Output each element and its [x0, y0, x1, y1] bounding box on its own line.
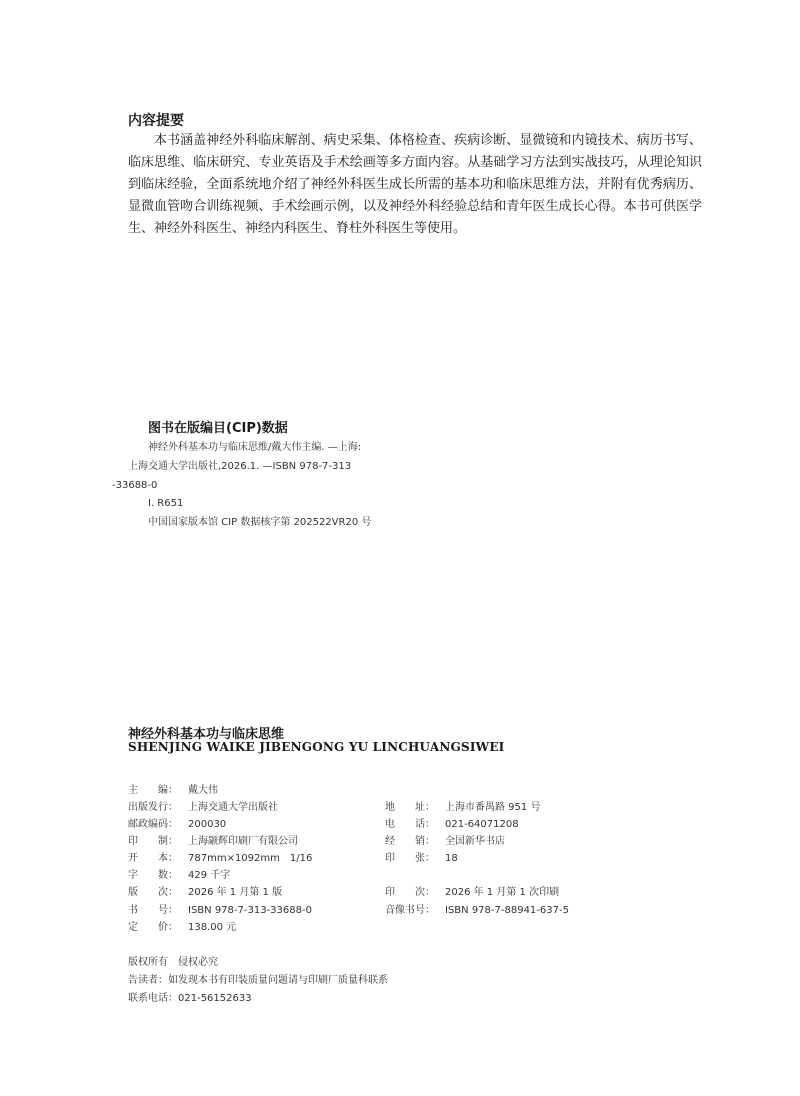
- summary-body: 本书涵盖神经外科临床解剖、病史采集、体格检查、疾病诊断、显微镜和内镜技术、病历书写、临床思维、临床研究、专业英语及手术绘画等多方面内容。从基础学习方法到实战技巧，从理论知识到临床经验，全面系统地介绍了神经外科医生成长所需的基本功和临床思维方法，并附有优秀病历、显微血管吻合训练视频、手术绘画示例，以及神经外科经验总结和青年医生成长心得。本书可供医学生、神经外科医生、神经内科医生、脊柱外科医生等使用。: [128, 133, 702, 236]
- info-editor: [128, 784, 218, 797]
- info-publisher-label: 出版发行：: [128, 802, 178, 813]
- footer-notice: 告读者：如发现本书有印装质量问题请与印刷厂质量科联系: [128, 975, 388, 986]
- footer-rights: 版权所有 侵权必究: [128, 957, 218, 968]
- info-distributor-value: 全国新华书店: [445, 836, 505, 847]
- info-editor-value: 戴大伟: [188, 785, 218, 796]
- info-printer-value: 上海颛辉印刷厂有限公司: [188, 836, 298, 847]
- info-publisher: [128, 801, 278, 814]
- info-av-isbn-label: 音像书号：: [385, 905, 435, 916]
- info-publisher-value: 上海交通大学出版社: [188, 802, 278, 813]
- info-words-value: 429 千字: [188, 870, 231, 881]
- info-printer: [128, 835, 298, 848]
- info-phone-value: 021-64071208: [445, 819, 519, 830]
- book-title: 神经外科基本功与临床思维: [128, 727, 285, 742]
- info-phone-label: 电 话：: [385, 819, 435, 830]
- info-address-label: 地 址：: [385, 802, 435, 813]
- info-format-value: 787mm×1092mm 1/16: [188, 853, 313, 864]
- info-edition-label: 版 次：: [128, 887, 178, 898]
- book-pinyin: SHENJING WAIKE JIBENGONG YU LINCHUANGSIWEI: [128, 740, 505, 754]
- footer-contact: 联系电话：021-56152633: [128, 993, 252, 1004]
- info-printing-value: 2026 年 1 月第 1 次印刷: [445, 887, 560, 898]
- info-printing-label: 印 次：: [385, 887, 435, 898]
- info-words-label: 字 数：: [128, 870, 178, 881]
- info-sheets-label: 印 张：: [385, 853, 435, 864]
- info-av-isbn: [385, 904, 569, 917]
- info-address-value: 上海市番禺路 951 号: [445, 802, 541, 813]
- info-edition: [128, 886, 282, 899]
- info-printer-label: 印 制：: [128, 836, 178, 847]
- info-phone: [385, 818, 519, 831]
- cip-title: 图书在版编目(CIP)数据: [148, 421, 288, 436]
- info-postcode-value: 200030: [188, 819, 227, 830]
- info-sheets: [385, 852, 458, 865]
- info-price-value: 138.00 元: [188, 922, 237, 933]
- info-words: [128, 869, 230, 882]
- info-format-label: 开 本：: [128, 853, 178, 864]
- info-price: [128, 921, 236, 934]
- info-editor-label: 主 编：: [128, 785, 178, 796]
- info-price-label: 定 价：: [128, 922, 178, 933]
- info-address: [385, 801, 540, 814]
- info-distributor-label: 经 销：: [385, 836, 435, 847]
- cip-line-3: -33688-0: [112, 480, 158, 491]
- info-postcode-label: 邮政编码：: [128, 819, 178, 830]
- summary-title: 内容提要: [128, 113, 184, 129]
- info-av-isbn-value: ISBN 978-7-88941-637-5: [445, 905, 569, 916]
- cip-line-5: 中国国家版本馆 CIP 数据核字第 202522VR20 号: [148, 517, 372, 528]
- cip-line-2: 上海交通大学出版社,2026.1. —ISBN 978-7-313: [128, 461, 352, 472]
- info-sheets-value: 18: [445, 853, 458, 864]
- info-format: [128, 852, 312, 865]
- cip-line-4: Ⅰ. R651: [148, 498, 184, 509]
- info-postcode: [128, 818, 226, 831]
- info-printing: [385, 886, 559, 899]
- info-isbn-label: 书 号：: [128, 905, 178, 916]
- cip-line-1: 神经外科基本功与临床思维/戴大伟主编. —上海:: [148, 442, 362, 453]
- info-distributor: [385, 835, 505, 848]
- info-isbn-value: ISBN 978-7-313-33688-0: [188, 905, 312, 916]
- info-isbn: [128, 904, 312, 917]
- info-edition-value: 2026 年 1 月第 1 版: [188, 887, 283, 898]
